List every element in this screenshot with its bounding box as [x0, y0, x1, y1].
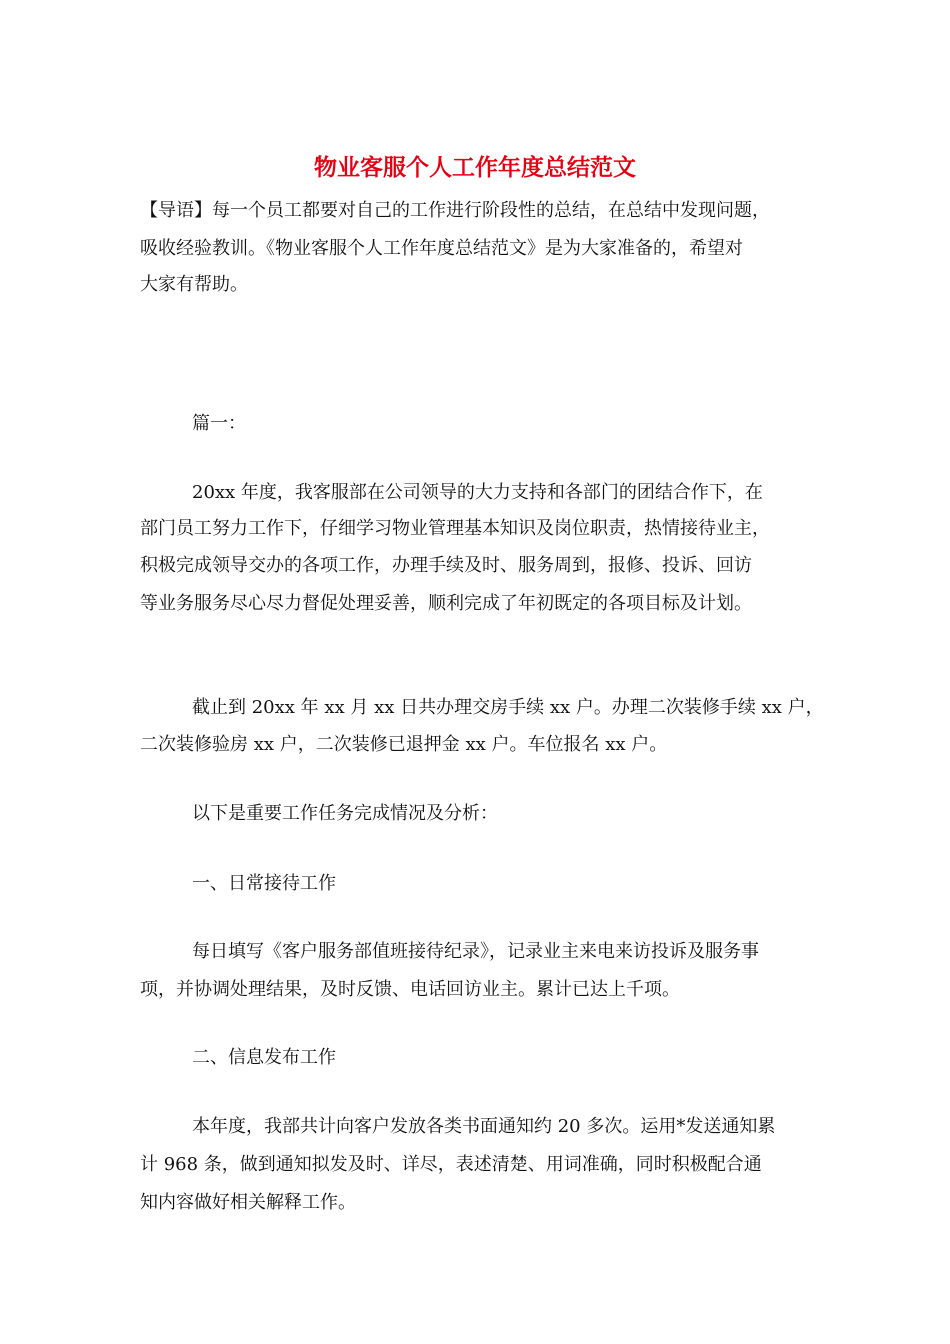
paragraph1-line-3: 积极完成领导交办的各项工作，办理手续及时、服务周到，报修、投诉、回访	[140, 555, 752, 576]
paragraph4-line-1: 每日填写《客户服务部值班接待纪录》，记录业主来电来访投诉及服务事	[192, 941, 759, 962]
section-label: 篇一：	[192, 413, 246, 434]
paragraph2-line-2: 二次装修验房 xx 户，二次装修已退押金 xx 户。车位报名 xx 户。	[140, 734, 668, 755]
paragraph1-line-1: 20xx 年度，我客服部在公司领导的大力支持和各部门的团结合作下，在	[192, 482, 763, 503]
paragraph4-line-2: 项，并协调处理结果，及时反馈、电话回访业主。累计已达上千项。	[140, 979, 680, 1000]
paragraph5-line-3: 知内容做好相关解释工作。	[140, 1192, 356, 1213]
document-title: 物业客服个人工作年度总结范文	[314, 154, 636, 181]
paragraph5-line-2: 计 968 条，做到通知拟发及时、详尽，表述清楚、用词准确，同时积极配合通	[140, 1154, 762, 1175]
intro-line-1: 【导语】每一个员工都要对自己的工作进行阶段性的总结，在总结中发现问题，	[140, 200, 770, 221]
intro-line-3: 大家有帮助。	[140, 274, 248, 295]
heading-daily-reception: 一、日常接待工作	[192, 873, 336, 894]
heading-info-release: 二、信息发布工作	[192, 1047, 336, 1068]
paragraph5-line-1: 本年度，我部共计向客户发放各类书面通知约 20 多次。运用*发送通知累	[192, 1116, 776, 1137]
paragraph3: 以下是重要工作任务完成情况及分析：	[192, 803, 498, 824]
paragraph2-line-1: 截止到 20xx 年 xx 月 xx 日共办理交房手续 xx 户。办理二次装修手续 xx 户，	[192, 697, 824, 718]
paragraph1-line-2: 部门员工努力工作下，仔细学习物业管理基本知识及岗位职责，热情接待业主，	[140, 518, 770, 539]
intro-line-2: 吸收经验教训。《物业客服个人工作年度总结范文》是为大家准备的，希望对	[140, 238, 743, 259]
paragraph1-line-4: 等业务服务尽心尽力督促处理妥善，顺利完成了年初既定的各项目标及计划。	[140, 593, 752, 614]
